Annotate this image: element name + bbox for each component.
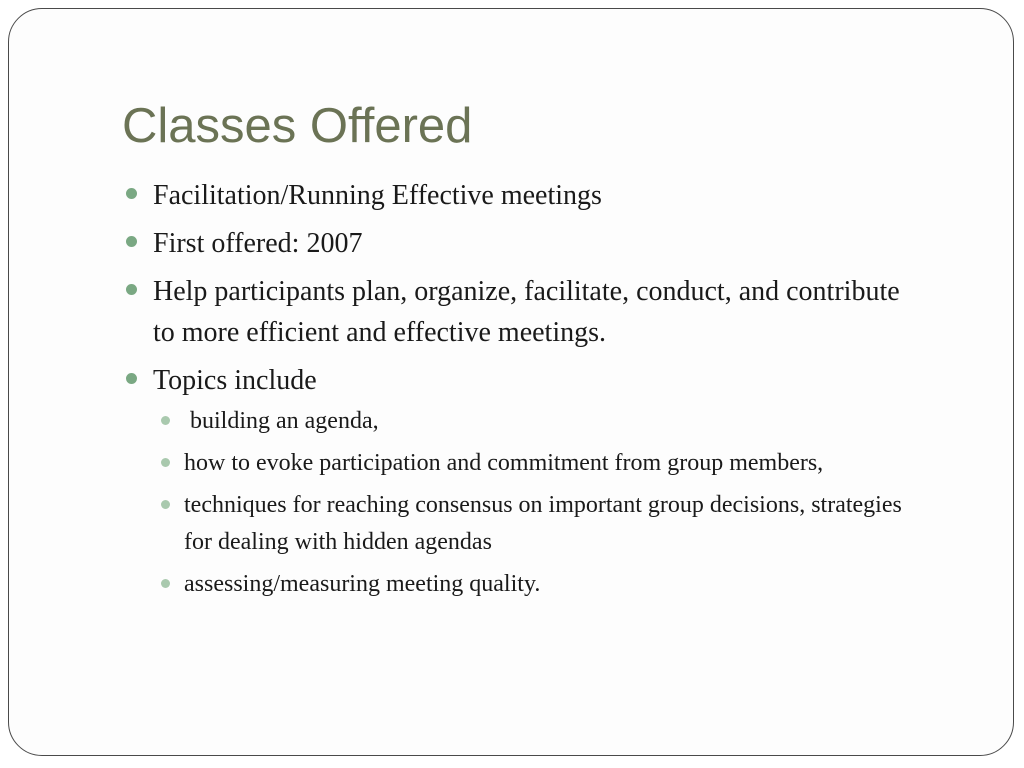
sub-bullet-dot-icon xyxy=(161,500,170,509)
sub-bullet-dot-icon xyxy=(161,458,170,467)
bullet-item xyxy=(122,271,922,353)
sub-bullet-text: building an agenda, xyxy=(184,408,379,434)
bullet-list xyxy=(122,175,922,610)
bullet-dot-icon xyxy=(126,373,137,384)
slide-frame xyxy=(8,8,1014,756)
sub-bullet-item xyxy=(153,566,922,603)
bullet-item xyxy=(122,175,922,216)
bullet-item xyxy=(122,223,922,264)
bullet-dot-icon xyxy=(126,188,137,199)
bullet-text: Help participants plan, organize, facilitate, conduct, and contribute to more efficient and effective meetings. xyxy=(153,276,900,348)
bullet-text: Facilitation/Running Effective meetings xyxy=(153,180,602,211)
sub-bullet-text: assessing/measuring meeting quality. xyxy=(184,571,541,597)
sub-bullet-text: how to evoke participation and commitment from group members, xyxy=(184,450,824,476)
slide-title: Classes Offered xyxy=(122,99,473,153)
bullet-dot-icon xyxy=(126,236,137,247)
sub-bullet-item xyxy=(153,487,922,561)
sub-bullet-item xyxy=(153,445,922,482)
bullet-text: First offered: 2007 xyxy=(153,228,363,259)
bullet-text: Topics include xyxy=(153,365,317,396)
sub-bullet-dot-icon xyxy=(161,579,170,588)
bullet-item xyxy=(122,360,922,603)
sub-bullet-item xyxy=(153,403,922,440)
sub-bullet-text: techniques for reaching consensus on important group decisions, strategies for dealing with hidden agendas xyxy=(184,492,902,555)
sub-bullet-list xyxy=(153,403,922,603)
sub-bullet-dot-icon xyxy=(161,416,170,425)
bullet-dot-icon xyxy=(126,284,137,295)
